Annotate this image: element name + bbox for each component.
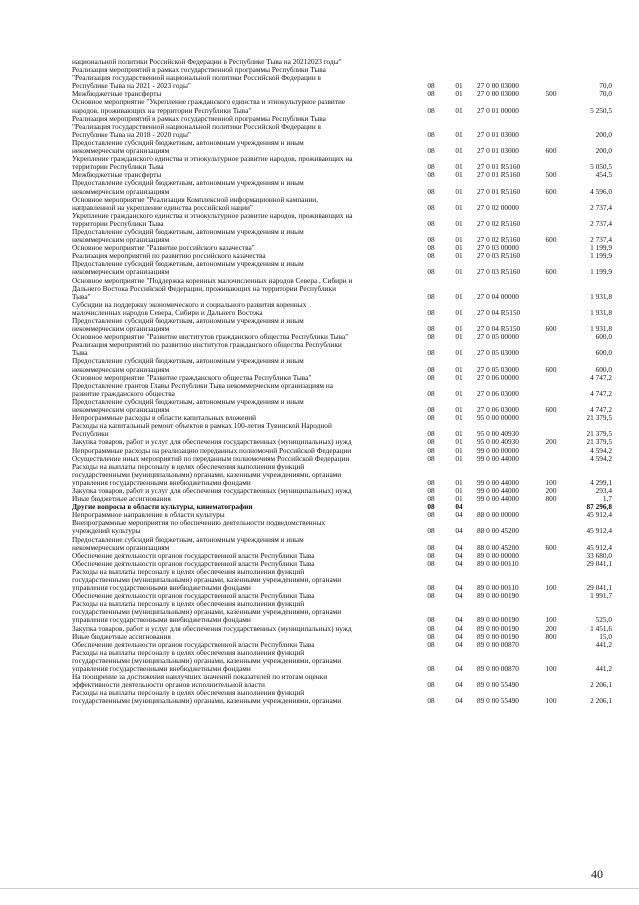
row-target-article-code: 27 0 02 R5160 xyxy=(477,235,521,245)
row-subsection-code: 04 xyxy=(455,550,463,560)
row-target-article-code: 27 0 02 R5160 xyxy=(477,218,521,228)
row-amount: 1 991,7 xyxy=(590,591,612,601)
row-amount: 4 747,2 xyxy=(590,388,612,398)
row-description: Основное мероприятие "Укрепление гражданского единства и этнокультурное развитие народов, проживающих на территории Республики Тыва" xyxy=(72,97,346,115)
row-expense-type-code: 600 xyxy=(545,235,557,245)
row-section-code: 08 xyxy=(427,146,435,156)
row-expense-type-code: 600 xyxy=(545,542,557,552)
row-description: Предоставление субсидий бюджетным, автономным учреждениям и иным некоммерческим организациям xyxy=(72,534,304,552)
row-description: Расходы на выплаты персоналу в целях обеспечения выполнения функций государственными (муниципальными) органами, казенными учреждениями, органами управления государственными внебюджетными фондами xyxy=(72,566,342,593)
row-expense-type-code: 800 xyxy=(545,494,557,504)
row-expense-type-code: 100 xyxy=(545,583,557,593)
row-amount: 21 379,5 xyxy=(586,429,612,439)
row-expense-type-code: 800 xyxy=(545,631,557,641)
row-section-code: 08 xyxy=(427,631,435,641)
row-description: Реализация мероприятий по развитию институтов гражданского общества Республики Тыва xyxy=(72,340,342,358)
row-description: Реализация мероприятий в рамках государственной программы Республики Тыва "Реализация государственной национальной политики Российской Федерации в Республике Тыва на 2021 - 2023 годы" xyxy=(72,65,326,91)
row-description: Расходы на выплаты персоналу в целях обеспечения выполнения функций государственными (муниципальными) органами, казенными учреждениями, органами управления государственными внебюджетными фондами xyxy=(72,461,342,487)
row-description: Непрограммное направление в области культуры xyxy=(72,510,225,520)
row-target-article-code: 27 0 01 R5160 xyxy=(477,162,521,172)
row-section-code: 08 xyxy=(427,485,435,495)
row-amount: 70,0 xyxy=(599,81,612,91)
row-target-article-code: 95 0 00 40930 xyxy=(477,429,519,439)
row-subsection-code: 01 xyxy=(455,291,463,301)
row-section-code: 08 xyxy=(427,243,435,253)
row-section-code: 08 xyxy=(427,388,435,398)
row-target-article-code: 88 0 00 00000 xyxy=(477,510,519,520)
row-target-article-code: 27 0 06 03000 xyxy=(477,405,519,415)
table-row xyxy=(72,398,612,414)
row-amount: 1 199,9 xyxy=(590,251,612,261)
row-amount: 45 912,4 xyxy=(586,542,612,552)
row-expense-type-code: 500 xyxy=(545,89,557,99)
row-description: Расходы на капитальный ремонт объектов в рамках 100-летия Тувинской Народной Республики xyxy=(72,421,332,439)
row-subsection-code: 01 xyxy=(455,89,463,99)
row-section-code: 08 xyxy=(427,591,435,601)
row-section-code: 08 xyxy=(427,542,435,552)
row-amount: 4 596,0 xyxy=(590,186,612,196)
table-row xyxy=(72,155,612,171)
table-row xyxy=(72,689,612,705)
row-amount: 1 199,9 xyxy=(590,243,612,253)
row-target-article-code: 27 0 06 03000 xyxy=(477,388,519,398)
row-subsection-code: 01 xyxy=(455,129,463,139)
row-target-article-code: 89 0 00 00000 xyxy=(477,550,519,560)
row-target-article-code: 99 0 00 44000 xyxy=(477,494,519,504)
row-target-article-code: 27 0 04 R5150 xyxy=(477,324,521,334)
row-section-code: 08 xyxy=(427,218,435,228)
row-subsection-code: 01 xyxy=(455,429,463,439)
row-target-article-code: 89 0 00 00110 xyxy=(477,558,519,568)
row-target-article-code: 27 0 03 R5160 xyxy=(477,251,521,261)
row-amount: 2 206,1 xyxy=(590,696,612,706)
row-description: Иные бюджетные ассигнования xyxy=(72,494,171,504)
table-row xyxy=(72,277,612,301)
row-expense-type-code: 100 xyxy=(545,664,557,674)
row-description: Межбюджетные трансферты xyxy=(72,89,162,99)
row-description: Закупка товаров, работ и услуг для обеспечения государственных (муниципальных) нужд xyxy=(72,485,352,495)
row-description: Обеспечение деятельности органов государственной власти Республики Тыва xyxy=(72,591,315,601)
row-amount: 5 250,5 xyxy=(590,105,612,115)
row-subsection-code: 01 xyxy=(455,477,463,487)
row-target-article-code: 89 0 00 00870 xyxy=(477,639,519,649)
row-subsection-code: 04 xyxy=(455,623,463,633)
row-description: Предоставление субсидий бюджетным, автономным учреждениям и иным некоммерческим организациям xyxy=(72,356,304,374)
row-subsection-code: 04 xyxy=(455,510,463,520)
row-target-article-code: 27 0 06 00000 xyxy=(477,372,519,382)
row-section-code: 08 xyxy=(427,583,435,593)
row-expense-type-code: 200 xyxy=(545,437,557,447)
row-subsection-code: 01 xyxy=(455,162,463,172)
row-description: Основное мероприятие "Развитие институтов гражданского общества Республики Тыва" xyxy=(72,332,349,342)
bottom-rule xyxy=(0,888,639,889)
row-target-article-code: 27 0 05 03000 xyxy=(477,348,519,358)
row-description: Расходы на выплаты персоналу в целях обеспечения выполнения функций государственными (муниципальными) органами, казенными учреждениями, органами управления государственными внебюджетными фондами xyxy=(72,599,342,625)
row-section-code: 08 xyxy=(427,324,435,334)
row-amount: 1 931,8 xyxy=(590,307,612,317)
row-target-article-code: 99 0 00 44000 xyxy=(477,485,519,495)
row-section-code: 08 xyxy=(427,251,435,261)
row-section-code: 08 xyxy=(427,364,435,374)
table-row xyxy=(72,212,612,228)
row-subsection-code: 01 xyxy=(455,218,463,228)
row-section-code: 08 xyxy=(427,405,435,415)
row-target-article-code: 99 0 00 00000 xyxy=(477,445,519,455)
row-section-code: 08 xyxy=(427,510,435,520)
row-expense-type-code: 600 xyxy=(545,146,557,156)
row-description: Межбюджетные трансферты xyxy=(72,170,162,180)
row-description: Иные бюджетные ассигнования xyxy=(72,631,171,641)
row-amount: 4 594,2 xyxy=(590,453,612,463)
row-target-article-code: 89 0 00 00190 xyxy=(477,631,519,641)
table-row xyxy=(72,66,612,90)
row-expense-type-code: 100 xyxy=(545,477,557,487)
row-section-code: 08 xyxy=(427,680,435,690)
row-amount: 200,0 xyxy=(595,146,612,156)
row-section-code: 08 xyxy=(427,348,435,358)
row-description: Обеспечение деятельности органов государственной власти Республики Тыва xyxy=(72,639,315,649)
row-section-code: 08 xyxy=(427,453,435,463)
row-description: Расходы на выплаты персоналу в целях обеспечения выполнения функций государственными (муниципальными) органами, казенными учреждениями, органами управления государственными внебюджетными фондами xyxy=(72,647,342,674)
row-amount: 21 379,5 xyxy=(586,413,612,423)
row-description: Предоставление субсидий бюджетным, автономным учреждениям и иным некоммерческим организациям xyxy=(72,226,304,245)
table-row xyxy=(72,463,612,487)
row-expense-type-code: 600 xyxy=(545,186,557,196)
row-subsection-code: 01 xyxy=(455,202,463,212)
row-subsection-code: 01 xyxy=(455,485,463,495)
row-subsection-code: 01 xyxy=(455,146,463,156)
row-subsection-code: 01 xyxy=(455,81,463,91)
row-description: Внепрограммные мероприятия по обеспечению деятельности подведомственных учреждений культуры xyxy=(72,518,326,536)
row-subsection-code: 04 xyxy=(455,615,463,625)
row-target-article-code: 27 0 01 R5160 xyxy=(477,186,521,196)
row-subsection-code: 04 xyxy=(455,631,463,641)
row-target-article-code: 27 0 01 00000 xyxy=(477,105,519,115)
row-subsection-code: 01 xyxy=(455,251,463,261)
row-target-article-code: 27 0 03 00000 xyxy=(477,243,519,253)
row-subsection-code: 01 xyxy=(455,494,463,504)
row-expense-type-code: 200 xyxy=(545,623,557,633)
row-expense-type-code: 100 xyxy=(545,615,557,625)
row-target-article-code: 89 0 00 00190 xyxy=(477,591,519,601)
row-target-article-code: 27 0 00 03000 xyxy=(477,89,519,99)
row-description: Основное мероприятие "Реализация Комплексной информационной кампании, направленной на укрепление единства российской нации" xyxy=(72,194,319,212)
row-section-code: 08 xyxy=(427,129,435,139)
row-expense-type-code: 600 xyxy=(545,267,557,277)
row-section-code: 08 xyxy=(427,170,435,180)
row-amount: 21 379,5 xyxy=(586,437,612,447)
row-section-code: 08 xyxy=(427,307,435,317)
row-section-code: 08 xyxy=(427,81,435,91)
table-row xyxy=(72,568,612,592)
budget-table xyxy=(72,58,612,706)
row-section-code: 08 xyxy=(427,445,435,455)
row-amount: 1 931,8 xyxy=(590,324,612,334)
table-row xyxy=(72,600,612,624)
row-amount: 1 199,9 xyxy=(590,267,612,277)
row-section-code: 08 xyxy=(427,89,435,99)
row-amount: 2 737,4 xyxy=(590,235,612,245)
row-target-article-code: 27 0 00 03000 xyxy=(477,81,519,91)
row-description: Непрограммные расходы в области капитальных вложений xyxy=(72,413,257,423)
row-amount: 4 747,2 xyxy=(590,372,612,382)
row-target-article-code: 27 0 01 03000 xyxy=(477,146,519,156)
row-subsection-code: 04 xyxy=(455,664,463,674)
row-amount: 600,0 xyxy=(595,332,612,342)
row-target-article-code: 95 0 00 00000 xyxy=(477,413,519,423)
row-target-article-code: 27 0 05 03000 xyxy=(477,364,519,374)
row-amount: 600,0 xyxy=(595,348,612,358)
row-subsection-code: 01 xyxy=(455,307,463,317)
row-description: Обеспечение деятельности органов государственной власти Республики Тыва xyxy=(72,550,315,560)
table-row xyxy=(72,196,612,212)
row-amount: 200,0 xyxy=(595,129,612,139)
table-row xyxy=(72,536,612,552)
row-expense-type-code: 500 xyxy=(545,170,557,180)
row-subsection-code: 01 xyxy=(455,235,463,245)
row-target-article-code: 27 0 01 R5160 xyxy=(477,170,521,180)
row-amount: 70,0 xyxy=(599,89,612,99)
row-subsection-code: 04 xyxy=(455,526,463,536)
row-section-code: 08 xyxy=(427,696,435,706)
row-amount: 4 594,2 xyxy=(590,445,612,455)
row-amount: 454,5 xyxy=(595,170,612,180)
row-target-article-code: 99 0 00 44000 xyxy=(477,453,519,463)
row-description: Основное мероприятие "Развитие российского казачества" xyxy=(72,243,255,253)
row-description: Укрепление гражданского единства и этнокультурное развитие народов, проживающих на территории Республики Тыва xyxy=(72,154,353,172)
row-description: Предоставление субсидий бюджетным, автономным учреждениям и иным некоммерческим организациям xyxy=(72,137,304,156)
row-subsection-code: 04 xyxy=(455,502,463,512)
row-subsection-code: 01 xyxy=(455,388,463,398)
row-description: Другие вопросы в области культуры, кинематографии xyxy=(72,502,253,512)
row-subsection-code: 01 xyxy=(455,105,463,115)
row-section-code: 08 xyxy=(427,429,435,439)
row-subsection-code: 01 xyxy=(455,372,463,382)
row-expense-type-code: 200 xyxy=(545,485,557,495)
row-amount: 45 912,4 xyxy=(586,526,612,536)
row-amount: 5 050,5 xyxy=(590,162,612,172)
row-subsection-code: 01 xyxy=(455,324,463,334)
row-subsection-code: 04 xyxy=(455,591,463,601)
row-target-article-code: 27 0 02 00000 xyxy=(477,202,519,212)
row-subsection-code: 01 xyxy=(455,332,463,342)
row-description: Укрепление гражданского единства и этнокультурное развитие народов, проживающих на территории Республики Тыва xyxy=(72,210,353,228)
row-target-article-code: 27 0 01 03000 xyxy=(477,129,519,139)
row-subsection-code: 01 xyxy=(455,437,463,447)
row-section-code: 08 xyxy=(427,623,435,633)
row-amount: 2 737,4 xyxy=(590,218,612,228)
row-amount: 87 296,8 xyxy=(586,502,612,512)
row-subsection-code: 01 xyxy=(455,405,463,415)
row-description: Предоставление субсидий бюджетным, автономным учреждениям и иным некоммерческим организациям xyxy=(72,316,304,334)
row-description: Реализация мероприятий по развитию российского казачества xyxy=(72,251,266,261)
row-section-code: 08 xyxy=(427,558,435,568)
row-target-article-code: 27 0 05 00000 xyxy=(477,332,519,342)
page-number: 40 xyxy=(591,867,603,881)
row-amount: 441,2 xyxy=(595,664,612,674)
row-section-code: 08 xyxy=(427,202,435,212)
row-description: Расходы на выплаты персоналу в целях обеспечения выполнения функций государственными (муниципальными) органами, казенными учреждениями, органами xyxy=(72,688,342,706)
row-amount: 1 451,6 xyxy=(590,623,612,633)
row-amount: 33 680,0 xyxy=(586,550,612,560)
row-subsection-code: 04 xyxy=(455,558,463,568)
row-section-code: 08 xyxy=(427,105,435,115)
row-subsection-code: 01 xyxy=(455,413,463,423)
table-row xyxy=(72,139,612,155)
row-expense-type-code: 600 xyxy=(545,405,557,415)
table-row xyxy=(72,98,612,114)
row-section-code: 08 xyxy=(427,615,435,625)
row-section-code: 08 xyxy=(427,494,435,504)
row-amount: 29 041,1 xyxy=(586,583,612,593)
row-section-code: 08 xyxy=(427,550,435,560)
row-description: Предоставление грантов Главы Республики Тыва некоммерческим организациям на развитие гражданского общества xyxy=(72,380,334,398)
row-amount: 600,0 xyxy=(595,364,612,374)
row-section-code: 08 xyxy=(427,413,435,423)
row-amount: 4 299,1 xyxy=(590,477,612,487)
row-subsection-code: 01 xyxy=(455,453,463,463)
row-section-code: 08 xyxy=(427,664,435,674)
row-description: Реализация мероприятий в рамках государственной программы Республики Тыва "Реализация государственной национальной политики Российской Федерации в Республике Тыва на 2018 - 2020 годы" xyxy=(72,113,326,139)
row-subsection-code: 04 xyxy=(455,542,463,552)
row-description: Основное мероприятие "Развитие гражданского общества Республики Тыва" xyxy=(72,372,312,382)
row-target-article-code: 89 0 00 00870 xyxy=(477,664,519,674)
row-target-article-code: 89 0 00 55490 xyxy=(477,680,519,690)
row-amount: 29 041,1 xyxy=(586,558,612,568)
row-amount: 2 206,1 xyxy=(590,680,612,690)
table-row xyxy=(72,260,612,276)
row-expense-type-code: 600 xyxy=(545,364,557,374)
row-amount: 1,7 xyxy=(602,494,612,504)
row-description: Субсидии на поддержку экономического и социального развития коренных малочисленных народов Севера, Сибири и Дальнего Востока xyxy=(72,299,307,317)
row-subsection-code: 01 xyxy=(455,445,463,455)
row-target-article-code: 88 0 00 45200 xyxy=(477,526,519,536)
row-subsection-code: 01 xyxy=(455,170,463,180)
row-amount: 293,4 xyxy=(595,485,612,495)
row-target-article-code: 88 0 00 45200 xyxy=(477,542,519,552)
row-description: Закупка товаров, работ и услуг для обеспечения государственных (муниципальных) нужд xyxy=(72,623,352,633)
table-row xyxy=(72,649,612,673)
row-target-article-code: 27 0 03 R5160 xyxy=(477,267,521,277)
row-section-code: 08 xyxy=(427,437,435,447)
row-section-code: 08 xyxy=(427,162,435,172)
row-amount: 4 747,2 xyxy=(590,405,612,415)
table-row xyxy=(72,317,612,333)
row-subsection-code: 01 xyxy=(455,348,463,358)
table-row xyxy=(72,228,612,244)
row-section-code: 08 xyxy=(427,267,435,277)
row-target-article-code: 27 0 04 00000 xyxy=(477,291,519,301)
row-amount: 441,2 xyxy=(595,639,612,649)
row-description: Предоставление субсидий бюджетным, автономным учреждениям и иным некоммерческим организациям xyxy=(72,259,304,277)
table-row xyxy=(72,301,612,317)
row-target-article-code: 89 0 00 00110 xyxy=(477,583,519,593)
table-row xyxy=(72,179,612,195)
table-row xyxy=(72,673,612,689)
table-row xyxy=(72,519,612,535)
row-target-article-code: 27 0 04 R5150 xyxy=(477,307,521,317)
row-section-code: 08 xyxy=(427,291,435,301)
row-section-code: 08 xyxy=(427,235,435,245)
row-subsection-code: 04 xyxy=(455,696,463,706)
row-subsection-code: 01 xyxy=(455,186,463,196)
row-description: Обеспечение деятельности органов государственной власти Республики Тыва xyxy=(72,558,315,568)
table-row xyxy=(72,115,612,139)
row-target-article-code: 89 0 00 00190 xyxy=(477,615,519,625)
row-description: Предоставление субсидий бюджетным, автономным учреждениям и иным некоммерческим организациям xyxy=(72,396,304,415)
row-section-code: 08 xyxy=(427,372,435,382)
row-amount: 1 931,8 xyxy=(590,291,612,301)
row-description: Осуществление иных мероприятий по переданным полномочиям Российской Федерации xyxy=(72,453,350,463)
row-subsection-code: 04 xyxy=(455,583,463,593)
row-description: национальной политики Российской Федерации в Республике Тыва на 20212023 годы" xyxy=(72,57,342,66)
row-subsection-code: 01 xyxy=(455,267,463,277)
row-section-code: 08 xyxy=(427,639,435,649)
row-amount: 2 737,4 xyxy=(590,202,612,212)
row-target-article-code: 89 0 00 55490 xyxy=(477,696,519,706)
row-subsection-code: 04 xyxy=(455,680,463,690)
row-target-article-code: 89 0 00 00190 xyxy=(477,623,519,633)
row-subsection-code: 04 xyxy=(455,639,463,649)
row-amount: 15,0 xyxy=(599,631,612,641)
row-amount: 45 912,4 xyxy=(586,510,612,520)
row-expense-type-code: 600 xyxy=(545,324,557,334)
table-row xyxy=(72,382,612,398)
row-amount: 525,0 xyxy=(595,615,612,625)
row-description: На поощрение за достижения наилучших значений показателей по итогам оценки эффективности деятельности органов исполнительной власти xyxy=(72,672,328,690)
row-target-article-code: 99 0 00 44000 xyxy=(477,477,519,487)
row-target-article-code: 95 0 00 40930 xyxy=(477,437,519,447)
table-row xyxy=(72,422,612,438)
row-subsection-code: 01 xyxy=(455,364,463,374)
row-expense-type-code: 100 xyxy=(545,696,557,706)
row-description: Непрограммные расходы на реализацию переданных полномочий Российской Федерации xyxy=(72,445,352,455)
row-description: Закупка товаров, работ и услуг для обеспечения государственных (муниципальных) нужд xyxy=(72,437,352,447)
row-section-code: 08 xyxy=(427,186,435,196)
row-section-code: 08 xyxy=(427,332,435,342)
row-section-code: 08 xyxy=(427,502,435,512)
row-subsection-code: 01 xyxy=(455,243,463,253)
table-row xyxy=(72,341,612,357)
table-row xyxy=(72,357,612,373)
row-description: Предоставление субсидий бюджетным, автономным учреждениям и иным некоммерческим организациям xyxy=(72,178,304,196)
row-description: Основное мероприятие "Поддержка коренных малочисленных народов Севера , Сибири и Дальнего Востока Российской Федерации, проживающих на территории Республики Тыва" xyxy=(72,275,353,301)
row-section-code: 08 xyxy=(427,477,435,487)
row-section-code: 08 xyxy=(427,526,435,536)
